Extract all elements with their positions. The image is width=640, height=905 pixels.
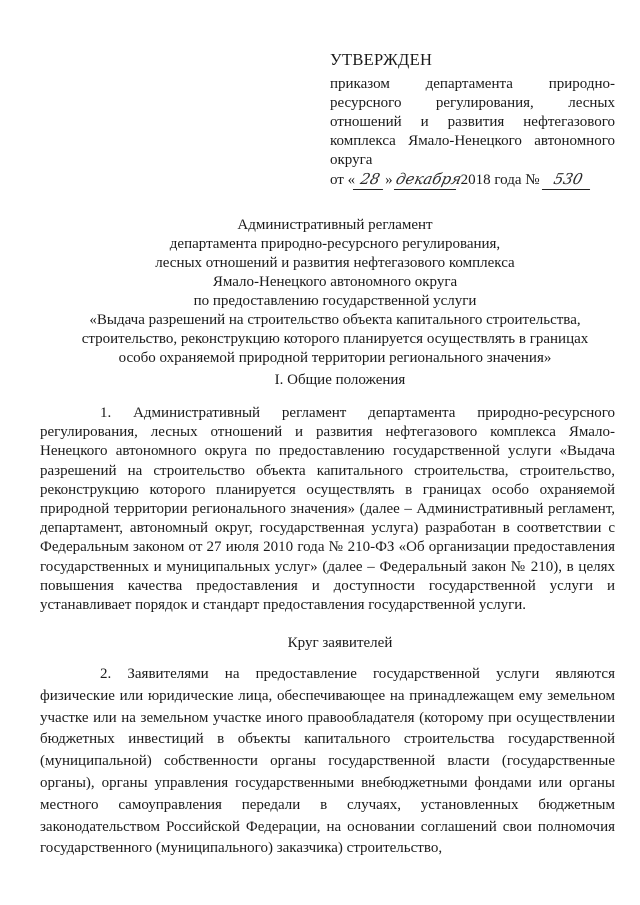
title-line: лесных отношений и развития нефтегазового комплекса — [155, 255, 515, 271]
paragraph-2: 2. Заявителями на предоставление государственной услуги являются физические или юридические лица, обеспечивающее на принадлежащем ему земельном участке или на земельном участке иного правообладателя (которому при осуществлении бюджетных инвестиций в объекты капитального строительства государственной (муниципальной) собственности органы государственной власти (государственные органы), органы управления государственными внебюджетными фондами или органы местного самоуправления передали в случаях, установленных бюджетным законодательством Российской Федерации, на основании соглашений свои полномочия государственного (муниципального) заказчика) строительство, — [40, 666, 615, 857]
approval-text: приказом департамента природно-ресурсного регулирования, лесных отношений и развития нефтегазового комплекса Ямало-Ненецкого автономного округа — [330, 76, 615, 168]
title-line: Ямало-Ненецкого автономного округа — [212, 274, 458, 290]
approval-heading: УТВЕРЖДЕН — [330, 50, 433, 69]
section-heading-general: I. Общие положения — [274, 372, 406, 388]
handwritten-order-number: 530 — [541, 170, 593, 190]
date-close-quote: » — [385, 172, 393, 188]
date-prefix: от « — [330, 172, 356, 188]
title-line: «Выдача разрешений на строительство объекта капитального строительства, — [89, 312, 581, 328]
date-year-text: 2018 года № — [460, 172, 540, 188]
title-line: особо охраняемой природной территории регионального значения» — [118, 350, 552, 366]
approval-block — [330, 50, 615, 190]
handwritten-month: декабря — [393, 170, 463, 188]
title-line: строительство, реконструкцию которого планируется осуществлять в границах — [81, 331, 589, 347]
paragraph-1: 1. Административный регламент департамента природно-ресурсного регулирования, лесных отношений и развития нефтегазового комплекса Ямало-Ненецкого автономного округа по предоставлению государственной услуги «Выдача разрешений на строительство объекта капитального строительства, строительство, реконструкцию которого планируется осуществлять в границах особо охраняемой природной территории регионального значения» (далее – Административный регламент, департамент, автономный округ, государственная услуга) разработан в соответствии с Федеральным законом от 27 июля 2010 года № 210-ФЗ «Об организации предоставления государственных и муниципальных услуг» (далее – Федеральный закон № 210), в целях повышения качества предоставления и доступности государственной услуги и устанавливает порядок и стандарт предоставления государственной услуги. — [40, 405, 615, 614]
document-title — [70, 216, 600, 368]
section-heading-applicants: Круг заявителей — [287, 635, 393, 651]
handwritten-day: 28 — [353, 170, 387, 190]
title-line: по предоставлению государственной услуги — [193, 293, 477, 309]
title-line: департамента природно-ресурсного регулирования, — [169, 236, 501, 252]
title-line: Административный регламент — [237, 217, 433, 233]
approval-date-line — [330, 170, 615, 190]
